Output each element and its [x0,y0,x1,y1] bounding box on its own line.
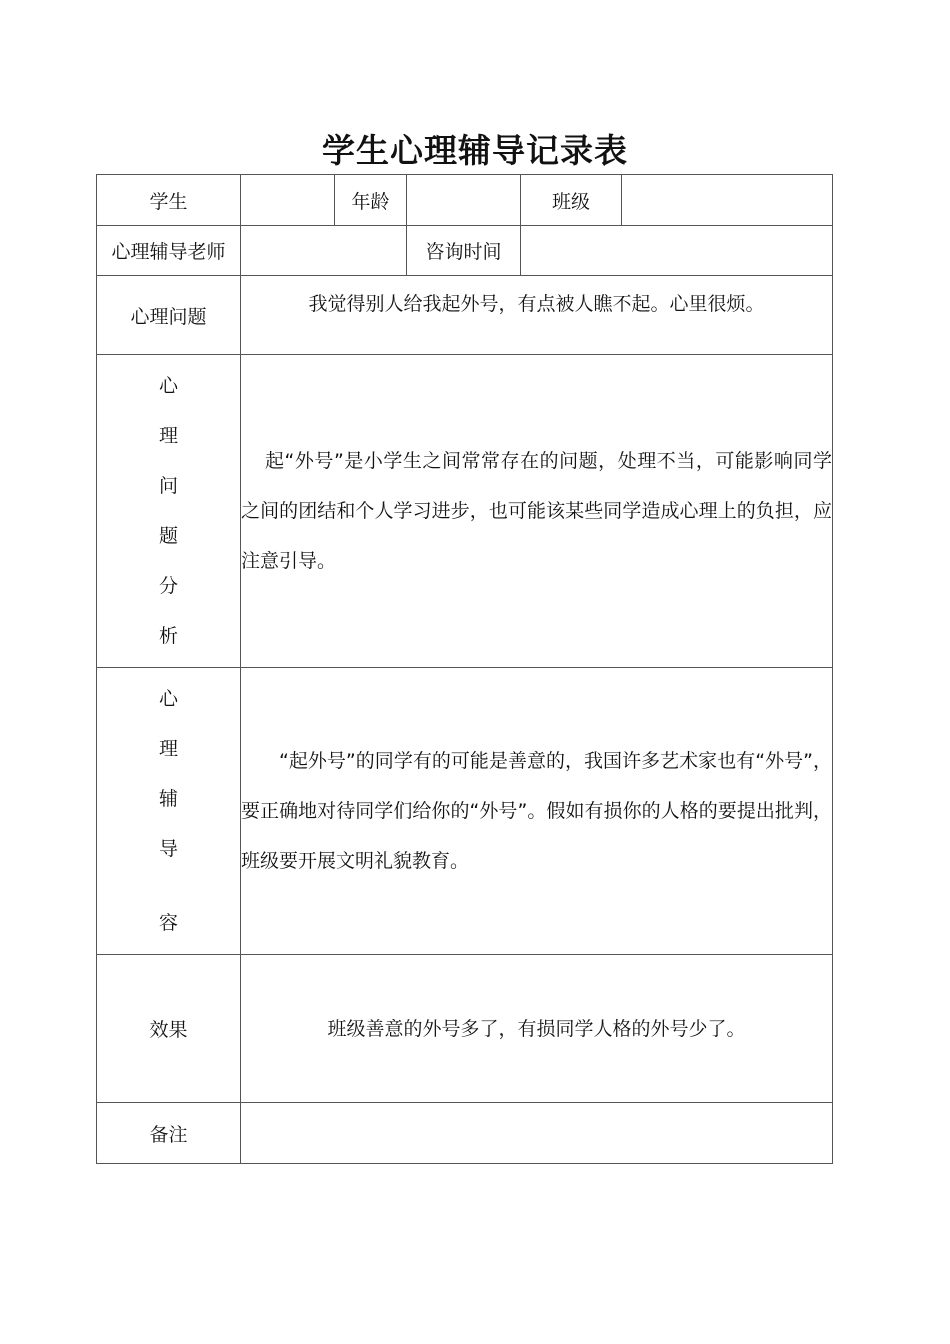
row-student-info [97,175,833,226]
value-guidance: “起外号”的同学有的可能是善意的，我国许多艺术家也有“外号”，要正确地对待同学们给你的“外号”。假如有损你的人格的要提出批判，班级要开展文明礼貌教育。 [241,668,833,955]
label-analysis-char: 心 [158,375,178,397]
value-problem: 我觉得别人给我起外号，有点被人瞧不起。心里很烦。 [241,276,833,355]
row-effect [97,955,833,1103]
page-title: 学生心理辅导记录表 [322,131,628,170]
label-age: 年龄 [335,175,407,226]
label-guidance [97,668,241,955]
label-student: 学生 [97,175,241,226]
label-analysis-char: 问 [158,475,178,497]
value-consult-time [521,226,833,276]
label-effect: 效果 [97,955,241,1103]
value-effect: 班级善意的外号多了，有损同学人格的外号少了。 [241,955,833,1103]
row-teacher-info [97,226,833,276]
value-remarks [241,1103,833,1164]
value-analysis: 起“外号”是小学生之间常常存在的问题，处理不当，可能影响同学之间的团结和个人学习进步，也可能该某些同学造成心理上的负担，应注意引导。 [241,355,833,668]
value-student [241,175,335,226]
label-analysis [97,355,241,668]
row-guidance [97,668,833,955]
label-guidance-char: 辅 [158,788,178,810]
row-problem [97,276,833,355]
label-teacher: 心理辅导老师 [97,226,241,276]
label-guidance-char [97,874,240,898]
value-class [622,175,833,226]
label-guidance-char: 容 [158,912,178,934]
label-analysis-char: 理 [158,425,178,447]
label-analysis-char: 分 [158,575,178,597]
row-remarks [97,1103,833,1164]
label-guidance-char: 心 [158,688,178,710]
label-problem: 心理问题 [97,276,241,355]
label-consult-time: 咨询时间 [407,226,521,276]
label-analysis-char: 题 [158,525,178,547]
label-guidance-char: 理 [158,738,178,760]
label-remarks: 备注 [97,1103,241,1164]
label-analysis-char: 析 [158,625,178,647]
row-analysis [97,355,833,668]
value-age [407,175,521,226]
value-teacher [241,226,407,276]
label-class: 班级 [521,175,622,226]
label-guidance-char: 导 [158,838,178,860]
record-table [96,174,833,1164]
